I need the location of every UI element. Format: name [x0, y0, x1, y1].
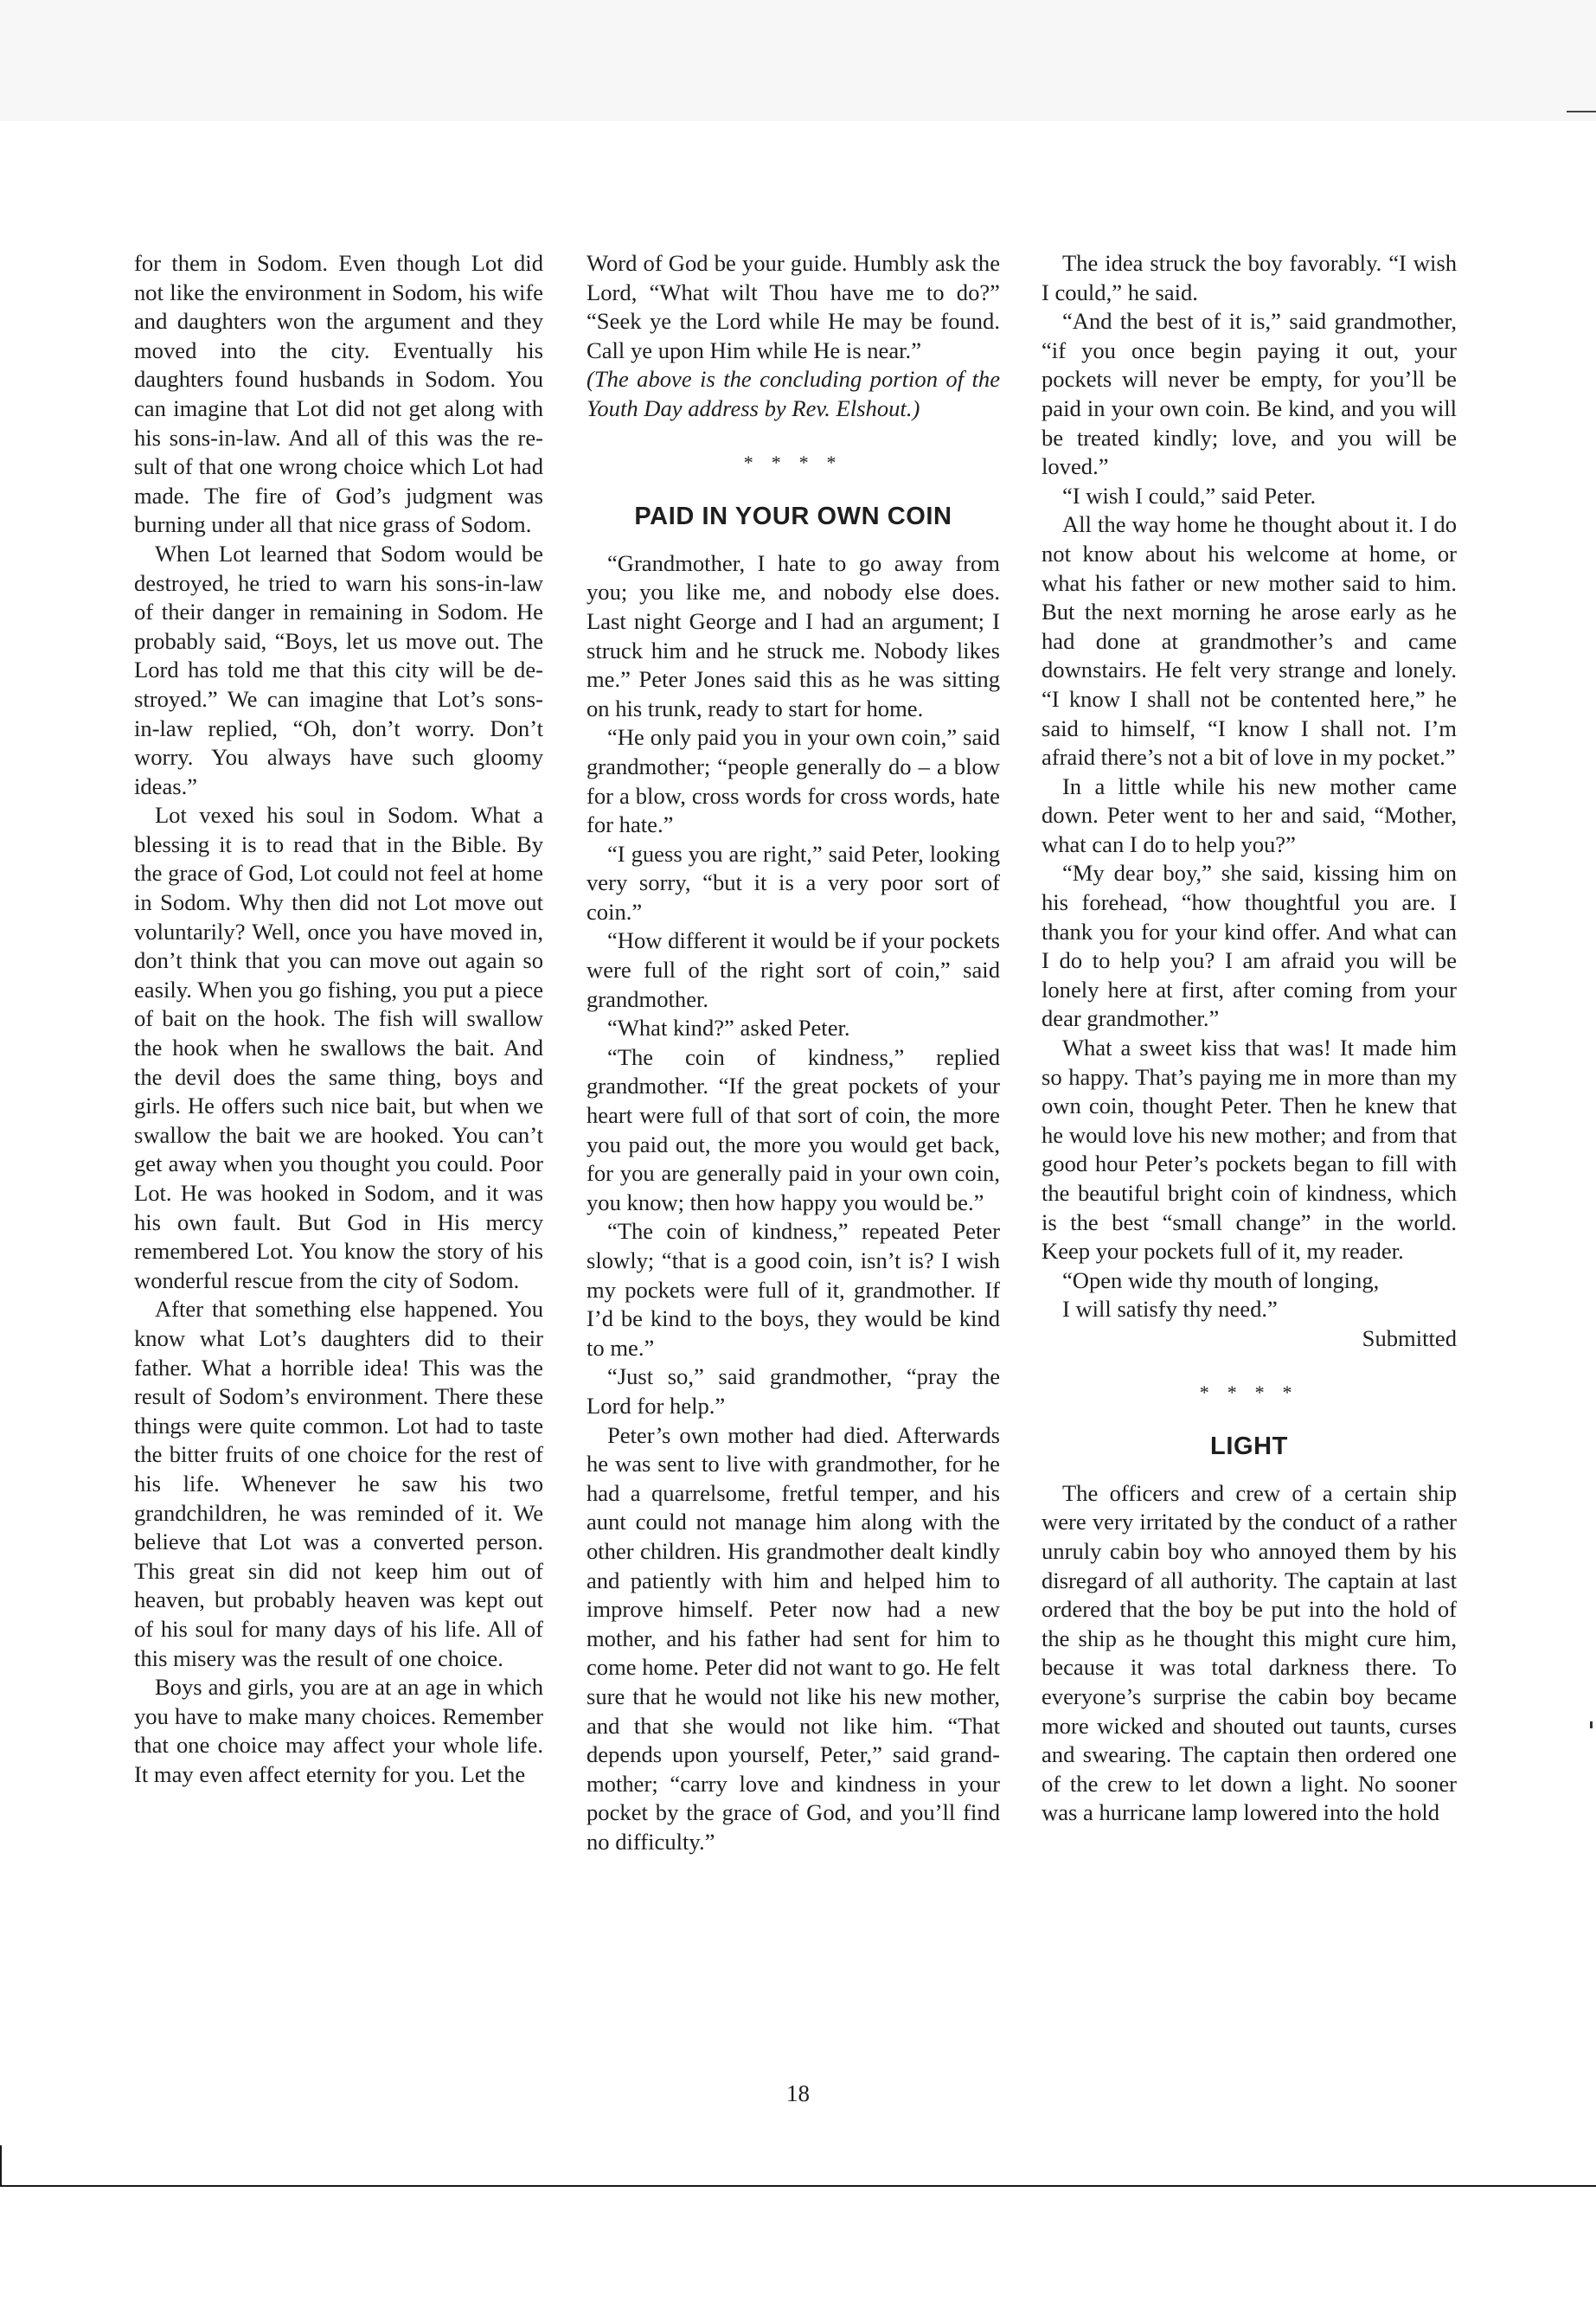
paragraph: When Lot learned that Sodom would be destroyed, he tried to warn his sons-in-law of their danger in remaining in Sodom. He probably said, “Boys, let us move out. The Lord has told me that this city will be destroyed.” We can imagine that Lot’s sons-in-law replied, “Oh, don’t worry. Don’t worry. You always have such gloomy ideas.”	[134, 540, 543, 799]
paragraph: “And the best of it is,” said grandmother, “if you once begin paying it out, your pockets will never be empty, for you’ll be paid in your own coin. Be kind, and you will be treated kindly; love, and you will be loved.”	[1042, 308, 1457, 480]
paragraph: “How different it would be if your pockets were full of the right sort of coin,” said grandmother.	[586, 927, 1000, 1012]
paragraph: “Just so,” said grandmother, “pray the Lord for help.”	[586, 1363, 1000, 1419]
scan-top-margin	[0, 0, 1596, 121]
scan-left-rule	[0, 2145, 2, 2187]
paragraph: The officers and crew of a certain ship were very irritated by the conduct of a rather unruly cabin boy who annoyed them by his disregard of all authority. The captain at last ordered that the boy be put into the hold of the ship as he thought this might cure him, because it was total darkness there. To everyone’s surprise the cabin boy became more wicked and shouted out taunts, curses and swearing. The captain then ordered one of the crew to let down a light. No sooner was a hurricane lamp lowered into the hold	[1042, 1479, 1457, 1826]
scan-edge-mark	[1567, 111, 1596, 112]
paragraph: “What kind?” asked Peter.	[606, 1015, 850, 1042]
paragraph: What a sweet kiss that was! It made him so happy. That’s paying me in more than my own coin, thought Peter. Then he knew that he would love his new mother; and from that good hour Peter’s pockets began to fill with the beautiful bright coin of kindness, which is the best “small change” in the world. Keep your pockets full of it, my reader.	[1042, 1035, 1457, 1265]
article-title: LIGHT	[1210, 1433, 1288, 1461]
paragraph: The idea struck the boy favorably. “I wish I could,” he said.	[1042, 250, 1457, 305]
paragraph: Boys and girls, you are at an age in which you have to make many choices. Remember that one choice may affect your whole life. It may even affect eternity for you. Let the	[134, 1674, 543, 1787]
scan-bottom-rule	[0, 2185, 1596, 2187]
page-number: 18	[786, 2080, 810, 2106]
paragraph: “I guess you are right,” said Peter, looking very sorry, “but it is a very poor sort of coin.”	[586, 840, 1000, 925]
paragraph: All the way home he thought about it. I do not know about his welcome at home, or what his father or new mother said to him. But the next morning he arose early as he had done at grandmother’s and came downstairs. He felt very strange and lonely. “I know I shall not be contented here,” he said to himself, “I know I shall not. I’m afraid there’s not a bit of love in my pocket.”	[1042, 511, 1457, 771]
paragraph: “I wish I could,” said Peter.	[1061, 482, 1317, 509]
column-2	[586, 249, 1000, 1856]
paragraph: “Grandmother, I hate to go away from you; you like me, and nobody else does. Last night George and I had an argument; I struck him and he struck me. Nobody likes me.” Peter Jones said this as he was sitting on his trunk, ready to start for home.	[586, 549, 1000, 721]
verse-line: “Open wide thy mouth of longing,	[1061, 1266, 1380, 1293]
paragraph: “He only paid you in your own coin,” said grandmother; “people generally do – a blow for a blow, cross words for cross words, hate for hate.”	[586, 724, 1000, 838]
paragraph: Peter’s own mother had died. Afterwards he was sent to live with grandmother, for he had a quarrelsome, fretful temper, and his aunt could not manage him along with the other children. His grandmother dealt kindly and patiently with him and helped him to improve himself. Peter now had a new mother, and his father had sent for him to come home. Peter did not want to go. He felt sure that he would not like his new mother, and that she would not like him. “That depends upon yourself, Peter,” said grandmother; “carry love and kindness in your pocket by the grace of God, and you’ll find no difficulty.”	[586, 1421, 1000, 1855]
paragraph: In a little while his new mother came down. Peter went to her and said, “Mother, what can I do to help you?”	[1042, 772, 1457, 857]
signoff: Submitted	[1362, 1324, 1457, 1351]
paragraph: “The coin of kindness,” replied grandmother. “If the great pockets of your heart were full of that sort of coin, the more you paid out, the more you would get back, for you are generally paid in your own coin, you know; then how happy you would be.”	[586, 1043, 1000, 1215]
scan-speck	[1590, 1721, 1593, 1728]
section-divider: * * * *	[743, 451, 843, 473]
paragraph: “The coin of kindness,” repeated Peter slowly; “that is a good coin, isn’t is? I wish my pockets were full of it, grandmother. If I’d be kind to the boys, they would be kind to me.”	[586, 1218, 1000, 1361]
editor-note: (The above is the concluding portion of the Youth Day address by Rev. Elshout.)	[586, 366, 1000, 421]
verse-line: I will satisfy thy need.”	[1061, 1296, 1278, 1323]
column-1	[134, 249, 543, 1789]
paragraph: After that something else happened. You know what Lot’s daughters did to their father. What a horrible idea! This was the result of Sodom’s environment. There these things were quite common. Lot had to taste the bitter fruits of one choice for the rest of his life. Whenever he saw his two grandchildren, he was reminded of it. We believe that Lot was a converted person. This great sin did not keep him out of heaven, but probably heaven was kept out of his soul for many days of his life. All of this misery was the result of one choice.	[134, 1296, 543, 1671]
paragraph: Lot vexed his soul in Sodom. What a blessing it is to read that in the Bible. By the grace of God, Lot could not feel at home in Sodom. Why then did not Lot move out voluntarily? Well, once you have moved in, don’t think that you can move out again so easily. When you go fishing, you put a piece of bait on the hook. The fish will swallow the hook when he swallows the bait. And the devil does the same thing, boys and girls. He offers such nice bait, but when we swallow the bait we are hooked. You can’t get away when you thought you could. Poor Lot. He was hooked in Sodom, and it was his own fault. But God in His mercy remembered Lot. You know the story of his wonderful rescue from the city of Sodom.	[134, 802, 543, 1293]
section-divider: * * * *	[1199, 1381, 1299, 1403]
paragraph: for them in Sodom. Even though Lot did not like the environment in Sodom, his wife and daughters won the argument and they moved into the city. Eventually his daughters found husbands in Sodom. You can imagine that Lot did not get along with his sons-in-law. And all of this was the result of that one wrong choice which Lot had made. The fire of God’s judgment was burning under all that nice grass of Sodom.	[134, 250, 543, 538]
article-title: PAID IN YOUR OWN COIN	[634, 503, 952, 531]
column-3	[1042, 249, 1457, 1828]
paragraph: “My dear boy,” she said, kissing him on his forehead, “how thoughtful you are. I thank you for your kind offer. And what can I do to help you? I am afraid you will be lonely here at first, after coming from your dear grandmother.”	[1042, 860, 1457, 1032]
paragraph: Word of God be your guide. Humbly ask the Lord, “What wilt Thou have me to do?” “Seek ye the Lord while He may be found. Call ye upon Him while He is near.”	[586, 250, 1000, 363]
